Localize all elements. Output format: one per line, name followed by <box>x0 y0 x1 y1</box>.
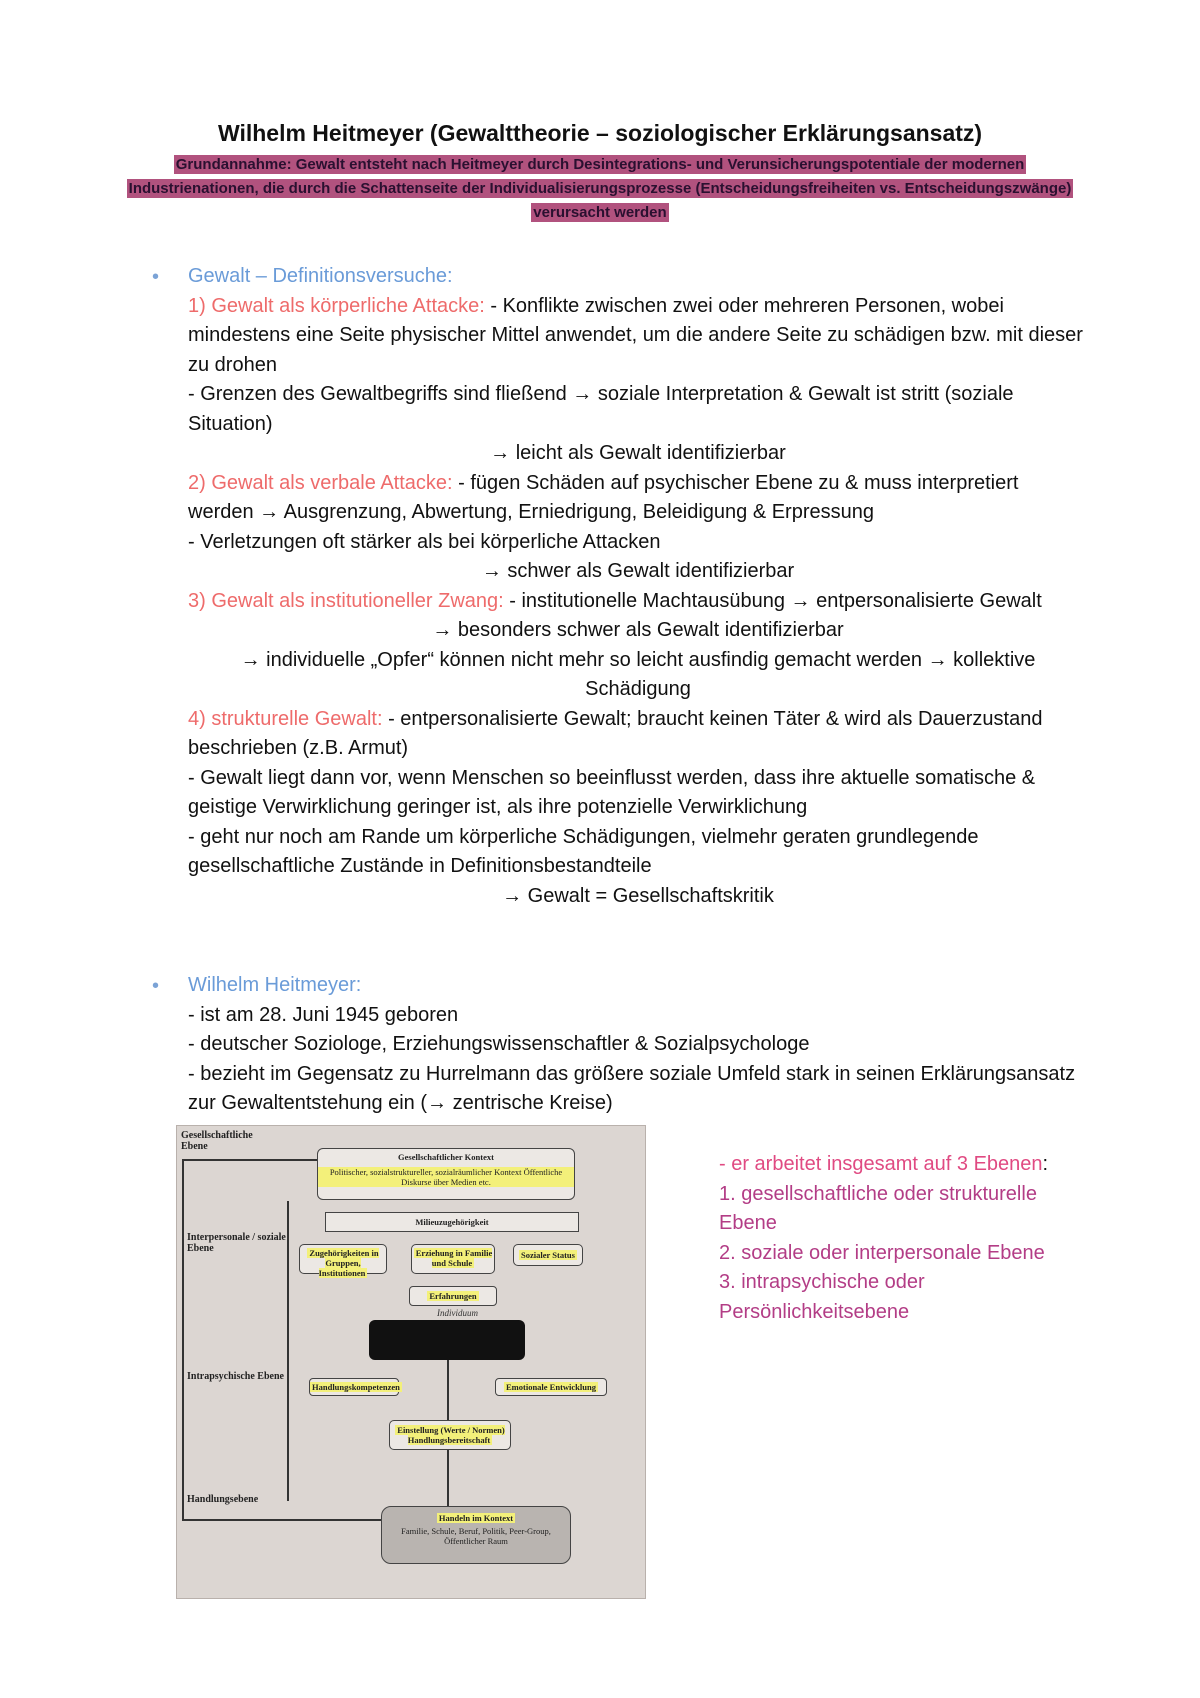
experience-box <box>409 1286 497 1306</box>
definition-text: - fügen Schäden auf psychischer Ebene zu & muss interpretiert werden → Ausgrenzung, Abwertung, Erniedrigung, Beleidigung & Erpressung <box>188 471 1019 523</box>
level-item: 2. soziale oder interpersonale Ebene <box>719 1241 1045 1264</box>
bracket-line <box>287 1201 289 1501</box>
milieu-box: Milieuzugehörigkeit <box>325 1212 579 1232</box>
redacted-box <box>369 1320 525 1360</box>
page-title: Wilhelm Heitmeyer (Gewalttheorie – soziologischer Erklärungsansatz) <box>217 120 983 146</box>
bracket-line <box>182 1159 317 1161</box>
bracket-line <box>182 1159 184 1519</box>
section-biography <box>188 971 1088 1119</box>
intro-highlight <box>118 153 1082 225</box>
definition-line: - geht nur noch am Rande um körperliche Schädigungen, vielmehr geraten grundlegende gesellschaftliche Zustände in Definitionsbestandteile <box>188 825 979 877</box>
levels-intro: - er arbeitet insgesamt auf 3 Ebenen <box>719 1153 1043 1175</box>
definition-arrow: → schwer als Gewalt identifizierbar <box>481 560 795 582</box>
definition-line: - Gewalt liegt dann vor, wenn Menschen so beeinflusst werden, dass ihre aktuelle somatische & geistige Verwirklichung geringer ist, als ihre potenzielle Verwirklichung <box>188 766 1036 818</box>
action-text: Familie, Schule, Beruf, Politik, Peer-Group, Öffentlicher Raum <box>401 1526 551 1546</box>
level-label-action: Handlungsebene <box>187 1494 259 1505</box>
bullet-icon: • <box>152 975 160 997</box>
family-text: Erziehung in Familie und Schule <box>415 1248 493 1268</box>
definition-label: 1) Gewalt als körperliche Attacke: <box>188 294 485 317</box>
definition-line: - Verletzungen oft stärker als bei körperliche Attacken <box>188 530 661 553</box>
experience-text: Erfahrungen <box>429 1291 477 1301</box>
levels-intro-line <box>719 1150 1099 1180</box>
level-item: 3. intrapsychische oder Persönlichkeitsebene <box>719 1271 925 1323</box>
definition-label: 3) Gewalt als institutioneller Zwang: <box>188 589 504 612</box>
handwritten-note: Individuum <box>437 1308 478 1318</box>
attitude-text: Einstellung (Werte / Normen) Handlungsbereitschaft <box>397 1425 505 1445</box>
heitmeyer-diagram <box>176 1125 646 1599</box>
bio-line: - ist am 28. Juni 1945 geboren <box>188 1003 459 1026</box>
definition-label: 4) strukturelle Gewalt: <box>188 707 383 730</box>
emotional-text: Emotionale Entwicklung <box>506 1382 596 1392</box>
definition-2 <box>188 469 1088 528</box>
status-text: Sozialer Status <box>521 1250 575 1260</box>
section-heading: Wilhelm Heitmeyer: <box>188 974 362 996</box>
emotional-box <box>495 1378 607 1396</box>
groups-box <box>299 1244 387 1278</box>
context-text: Politischer, sozialstruktureller, sozialräumlicher Kontext Öffentliche Diskurse über Medien etc. <box>318 1167 574 1187</box>
action-title: Handeln im Kontext <box>438 1513 514 1523</box>
level-label-societal: Gesellschaftliche Ebene <box>181 1130 253 1152</box>
context-box <box>317 1148 575 1200</box>
groups-text: Zugehörigkeiten in Gruppen, Institutionen <box>309 1248 379 1278</box>
definition-label: 2) Gewalt als verbale Attacke: <box>188 471 453 494</box>
definition-arrow: → individuelle „Opfer“ können nicht mehr so leicht ausfindig gemacht werden → kollektive Schädigung <box>240 648 1036 700</box>
competence-box <box>309 1378 399 1396</box>
status-box <box>513 1244 583 1266</box>
definition-text: - Konflikte zwischen zwei oder mehreren Personen, wobei mindestens eine Seite physischer Mittel anwendet, um die andere Seite zu schädigen bzw. mit dieser zu drohen <box>188 294 1083 376</box>
definition-3 <box>188 587 1088 617</box>
section-heading: Gewalt – Definitionsversuche: <box>188 265 453 287</box>
definition-1 <box>188 292 1088 381</box>
level-item: 1. gesellschaftliche oder strukturelle Ebene <box>719 1182 1037 1234</box>
bio-line: - bezieht im Gegensatz zu Hurrelmann das größere soziale Umfeld stark in seinen Erklärungsansatz zur Gewaltentstehung ein (→ zentrische Kreise) <box>188 1062 1076 1114</box>
family-box <box>411 1244 495 1274</box>
bracket-line <box>182 1519 382 1521</box>
level-label-intrapsychic: Intrapsychische Ebene <box>187 1371 284 1382</box>
definition-arrow: → besonders schwer als Gewalt identifizierbar <box>432 619 844 641</box>
definition-text: - institutionelle Machtausübung → entpersonalisierte Gewalt <box>503 589 1042 612</box>
definition-4 <box>188 705 1088 764</box>
bio-line: - deutscher Soziologe, Erziehungswissenschaftler & Sozialpsychologe <box>188 1033 810 1055</box>
bullet-icon: • <box>152 266 160 288</box>
definition-text: - entpersonalisierte Gewalt; braucht keinen Täter & wird als Dauerzustand beschrieben (z.B. Armut) <box>188 707 1043 759</box>
action-box <box>381 1506 571 1564</box>
intro-text: Grundannahme: Gewalt entsteht nach Heitmeyer durch Desintegrations- und Verunsicherungspotentiale der modernen Industrienationen, die durch die Schattenseite der Individualisierungsprozesse (Entscheidungsfreiheiten vs. Entscheidungszwänge) verursacht werden <box>128 156 1072 221</box>
levels-colon: : <box>1042 1153 1049 1175</box>
competence-text: Handlungskompetenzen <box>312 1382 400 1392</box>
definition-line: - Grenzen des Gewaltbegriffs sind fließend → soziale Interpretation & Gewalt ist stritt (soziale Situation) <box>188 383 1014 435</box>
attitude-box <box>389 1420 511 1450</box>
context-title: Gesellschaftlicher Kontext <box>398 1152 494 1162</box>
definition-arrow: → leicht als Gewalt identifizierbar <box>490 442 786 464</box>
section-definitions <box>188 262 1088 911</box>
levels-list <box>719 1150 1099 1327</box>
level-label-interpersonal: Interpersonale / soziale Ebene <box>187 1232 286 1254</box>
definition-arrow: → Gewalt = Gesellschaftskritik <box>502 884 774 907</box>
